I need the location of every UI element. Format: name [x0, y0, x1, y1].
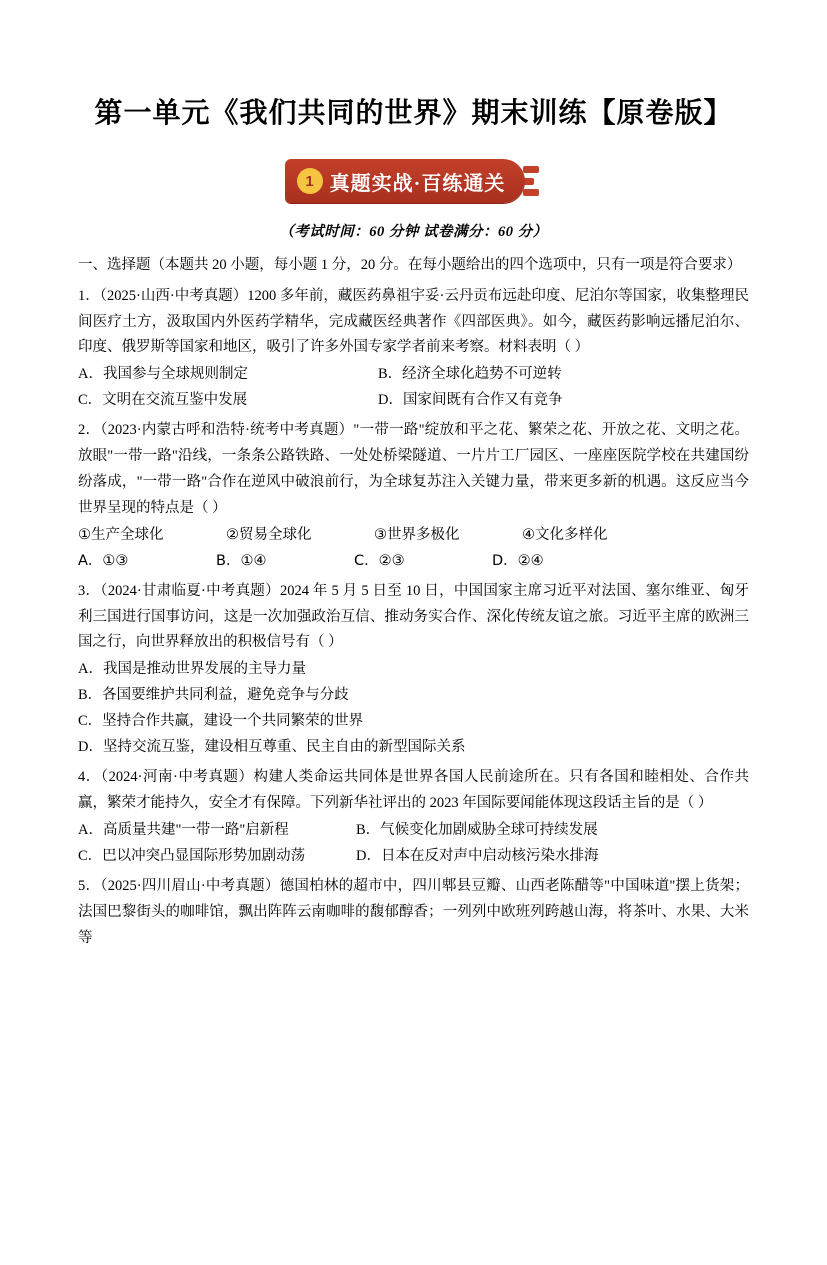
section-heading: 一、选择题（本题共 20 小题，每小题 1 分，20 分。在每小题给出的四个选项中，只有一项是符合要求） — [78, 257, 742, 274]
section-banner — [78, 158, 749, 204]
option-3-b: B．各国要维护共同利益，避免竞争与分歧 — [78, 687, 349, 704]
page-title: 第一单元《我们共同的世界》期末训练【原卷版】 — [94, 98, 733, 129]
question-stem-4: 4．（2024·河南·中考真题）构建人类命运共同体是世界各国人民前途所在。只有各国和睦相处、合作共赢，繁荣才能持久，安全才有保障。下列新华社评出的 2023 年国际要闻能体现这段话主旨的是（ ） — [78, 769, 749, 812]
banner-graphic — [285, 158, 543, 204]
option-1-c: C．文明在交流互鉴中发展 — [78, 392, 248, 409]
question-stem-1: 1．（2025·山西·中考真题）1200 多年前，藏医药鼻祖宇妥·云丹贡布远赴印度、尼泊尔等国家，收集整理民间医疗土方，汲取国内外医药学精华，完成藏医经典著作《四部医典》。如今，藏医药影响远播尼泊尔、印度、俄罗斯等国家和地区，吸引了许多外国专家学者前来考察。材料表明（ ） — [78, 287, 749, 356]
document-page — [0, 96, 827, 1265]
numbered-option-2-2: ②贸易全球化 — [226, 526, 312, 543]
option-4-b: B．气候变化加剧威胁全球可持续发展 — [356, 822, 598, 839]
option-2-d: D．②④ — [492, 552, 544, 569]
option-1-d: D．国家间既有合作又有竞争 — [378, 392, 563, 409]
option-3-d: D．坚持交流互鉴，建设相互尊重、民主自由的新型国际关系 — [78, 739, 466, 756]
option-2-c: C．②③ — [354, 552, 405, 569]
question-options-2 — [78, 548, 749, 574]
numbered-option-2-3: ③世界多极化 — [374, 526, 460, 543]
numbered-option-2-1: ①生产全球化 — [78, 526, 164, 543]
option-3-a: A．我国是推动世界发展的主导力量 — [78, 661, 306, 678]
question-options-4b — [78, 843, 749, 869]
option-4-d: D．日本在反对声中启动核污染水排海 — [356, 848, 599, 865]
banner-label: 真题实战·百练通关 — [329, 172, 506, 195]
banner-number: 1 — [297, 168, 323, 194]
question-options-4 — [78, 817, 749, 843]
option-2-a: A．①③ — [78, 552, 129, 569]
option-1-a: A．我国参与全球规则制定 — [78, 366, 248, 383]
option-3-c: C．坚持合作共赢，建设一个共同繁荣的世界 — [78, 713, 364, 730]
numbered-option-2-4: ④文化多样化 — [522, 526, 608, 543]
banner-ribbon-icon — [523, 166, 539, 196]
question-stem-3: 3．（2024·甘肃临夏·中考真题）2024 年 5 月 5 日至 10 日，中国国家主席习近平对法国、塞尔维亚、匈牙利三国进行国事访问，这是一次加强政治互信、推动务实合作、深化传统友谊之旅。习近平主席的欧洲三国之行，向世界释放出的积极信号有（ ） — [78, 582, 749, 651]
question-stem-2: 2．（2023·内蒙古呼和浩特·统考中考真题）"一带一路"绽放和平之花、繁荣之花、开放之花、文明之花。放眼"一带一路"沿线，一条条公路铁路、一处处桥梁隧道、一片片工厂园区、一座座医院学校在共建国纷纷落成，"一带一路"合作在逆风中破浪前行，为全球复苏注入关键力量，带来更多新的机遇。这反应当今世界呈现的特点是（ ） — [78, 422, 749, 516]
banner-body — [285, 159, 525, 203]
option-2-b: B．①④ — [216, 552, 267, 569]
question-options-1b — [78, 387, 749, 413]
question-options-1 — [78, 361, 749, 387]
question-numbered-options-2 — [78, 522, 749, 548]
exam-info: （考试时间：60 分钟 试卷满分：60 分） — [279, 224, 548, 241]
option-4-c: C．巴以冲突凸显国际形势加剧动荡 — [78, 848, 306, 865]
option-1-b: B．经济全球化趋势不可逆转 — [378, 366, 562, 383]
question-stem-5: 5．（2025·四川眉山·中考真题）德国柏林的超市中，四川郫县豆瓣、山西老陈醋等"中国味道"摆上货架；法国巴黎街头的咖啡馆，飘出阵阵云南咖啡的馥郁醇香；一列列中欧班列跨越山海，将茶叶、水果、大米等 — [78, 878, 749, 946]
option-4-a: A．高质量共建"一带一路"启新程 — [78, 822, 289, 839]
